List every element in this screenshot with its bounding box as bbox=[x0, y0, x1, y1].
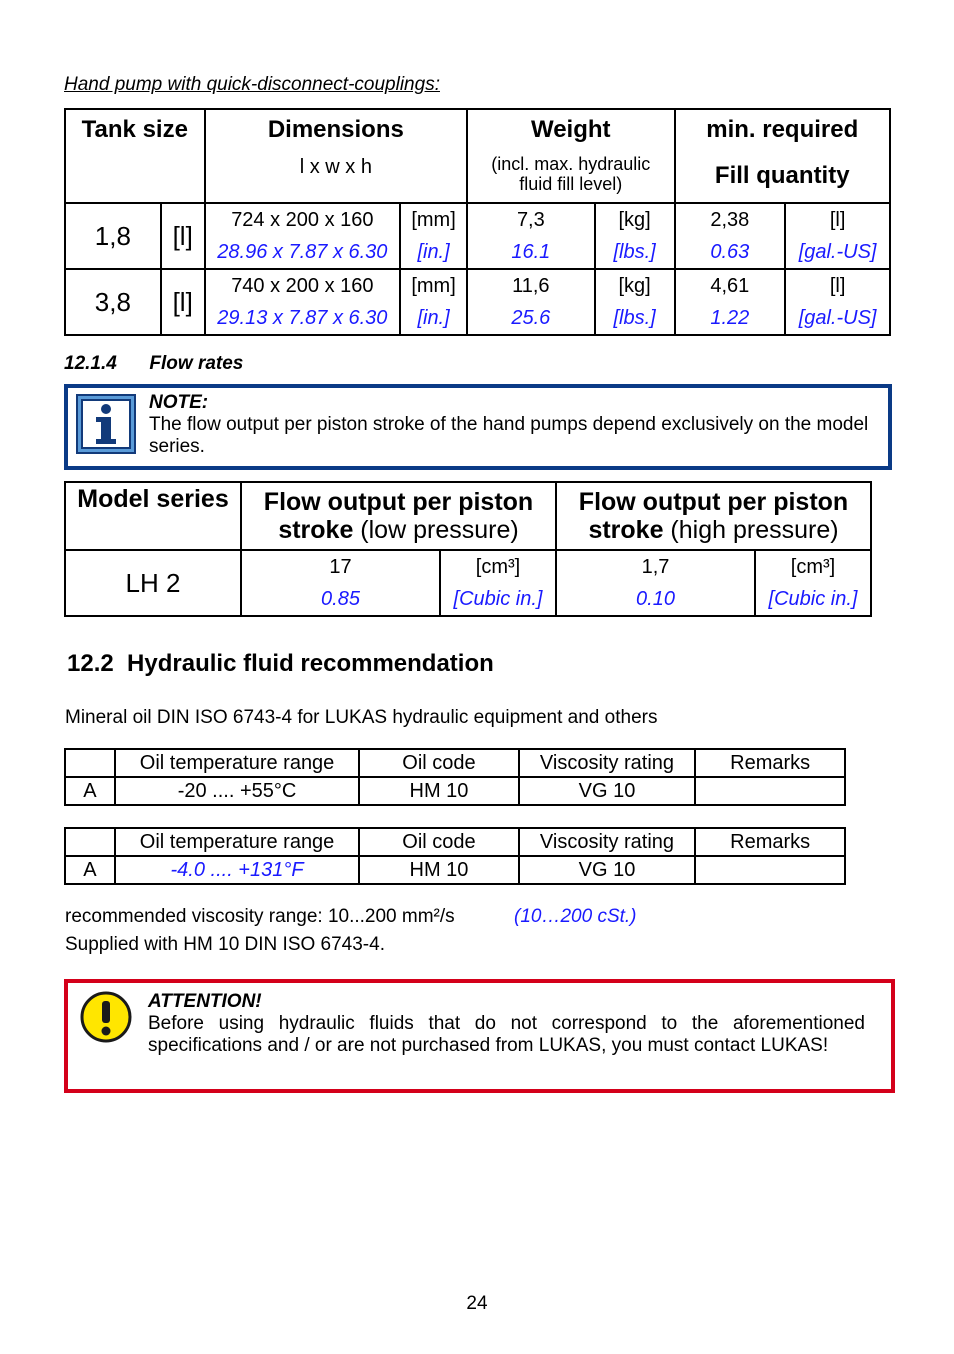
code-header: Oil code bbox=[359, 828, 518, 856]
dimensions-unit: [mm] [in.] bbox=[400, 269, 467, 335]
flow-low-header: Flow output per piston stroke (low pressure) bbox=[241, 482, 556, 550]
temp-value: -4.0 .... +131°F bbox=[115, 856, 359, 884]
weight-unit: [kg] [lbs.] bbox=[595, 203, 675, 269]
table-row bbox=[65, 777, 845, 805]
weight-value: 11,6 25.6 bbox=[467, 269, 595, 335]
section-heading: 12.2 Hydraulic fluid recommendation bbox=[67, 650, 494, 677]
section-number: 12.1.4 bbox=[64, 353, 117, 374]
flow-rates-heading bbox=[64, 353, 243, 375]
page-number: 24 bbox=[466, 1293, 488, 1314]
tank-size-value: 3,8 bbox=[65, 269, 161, 335]
table-row bbox=[65, 203, 890, 269]
table-header-row bbox=[65, 828, 845, 856]
dimensions-unit: [mm] [in.] bbox=[400, 203, 467, 269]
table-header-row bbox=[65, 749, 845, 777]
viscosity-value: VG 10 bbox=[519, 856, 696, 884]
fill-quantity-header: min. required Fill quantity bbox=[675, 109, 891, 203]
temp-header: Oil temperature range bbox=[115, 828, 359, 856]
viscosity-value: VG 10 bbox=[519, 777, 696, 805]
flow-output-table bbox=[64, 481, 872, 617]
remarks-header: Remarks bbox=[695, 828, 845, 856]
row-id: A bbox=[65, 777, 115, 805]
code-header: Oil code bbox=[359, 749, 518, 777]
table-row bbox=[65, 550, 871, 616]
viscosity-header: Viscosity rating bbox=[519, 828, 696, 856]
note-text: The flow output per piston stroke of the hand pumps depend exclusively on the model series. bbox=[149, 414, 869, 457]
flow-high-unit: [cm³] [Cubic in.] bbox=[755, 550, 871, 616]
info-icon bbox=[76, 394, 136, 454]
temp-value: -20 .... +55°C bbox=[115, 777, 359, 805]
tank-size-value: 1,8 bbox=[65, 203, 161, 269]
section-title: Flow rates bbox=[149, 353, 244, 374]
supplied-text: Supplied with HM 10 DIN ISO 6743-4. bbox=[65, 934, 385, 955]
id-header bbox=[65, 828, 115, 856]
attention-label: ATTENTION! bbox=[148, 991, 262, 1012]
weight-header: Weight (incl. max. hydraulic fluid fill level) bbox=[467, 109, 674, 203]
code-value: HM 10 bbox=[359, 856, 518, 884]
flow-low-value: 17 0.85 bbox=[241, 550, 440, 616]
fill-value: 4,61 1.22 bbox=[675, 269, 786, 335]
note-label: NOTE: bbox=[149, 392, 209, 413]
dimensions-value: 724 x 200 x 160 28.96 x 7.87 x 6.30 bbox=[205, 203, 400, 269]
tank-size-header: Tank size bbox=[65, 109, 205, 203]
id-header bbox=[65, 749, 115, 777]
fluid-intro: Mineral oil DIN ISO 6743-4 for LUKAS hydraulic equipment and others bbox=[65, 707, 658, 728]
viscosity-line bbox=[65, 906, 637, 928]
flow-high-header: Flow output per piston stroke (high pressure) bbox=[556, 482, 871, 550]
table-row bbox=[65, 856, 845, 884]
model-value: LH 2 bbox=[65, 550, 241, 616]
temp-header: Oil temperature range bbox=[115, 749, 359, 777]
weight-unit: [kg] [lbs.] bbox=[595, 269, 675, 335]
remarks-header: Remarks bbox=[695, 749, 845, 777]
attention-box bbox=[64, 979, 895, 1093]
oil-table-celsius bbox=[64, 748, 846, 806]
dimensions-header: Dimensions l x w x h bbox=[205, 109, 467, 203]
warning-icon bbox=[80, 991, 132, 1043]
row-id: A bbox=[65, 856, 115, 884]
flow-low-unit: [cm³] [Cubic in.] bbox=[440, 550, 556, 616]
note-box bbox=[64, 384, 892, 470]
attention-text: Before using hydraulic fluids that do not correspond to the aforementioned specifications and / or are not purchased from LUKAS, you must contact LUKAS! bbox=[148, 1013, 865, 1056]
model-series-header: Model series bbox=[65, 482, 241, 550]
code-value: HM 10 bbox=[359, 777, 518, 805]
viscosity-text: recommended viscosity range: 10...200 mm²/s bbox=[65, 906, 455, 927]
fill-value: 2,38 0.63 bbox=[675, 203, 786, 269]
fill-unit: [l] [gal.-US] bbox=[785, 269, 890, 335]
fill-unit: [l] [gal.-US] bbox=[785, 203, 890, 269]
tank-size-unit: [l] bbox=[161, 269, 205, 335]
tank-size-table bbox=[64, 108, 891, 336]
table-row bbox=[65, 269, 890, 335]
weight-value: 7,3 16.1 bbox=[467, 203, 595, 269]
viscosity-cst: (10…200 cSt.) bbox=[514, 906, 637, 927]
tank-size-unit: [l] bbox=[161, 203, 205, 269]
dimensions-value: 740 x 200 x 160 29.13 x 7.87 x 6.30 bbox=[205, 269, 400, 335]
viscosity-header: Viscosity rating bbox=[519, 749, 696, 777]
flow-high-value: 1,7 0.10 bbox=[556, 550, 755, 616]
remarks-value bbox=[695, 777, 845, 805]
remarks-value bbox=[695, 856, 845, 884]
table-caption: Hand pump with quick-disconnect-couplings: bbox=[64, 74, 440, 95]
oil-table-fahrenheit bbox=[64, 827, 846, 885]
